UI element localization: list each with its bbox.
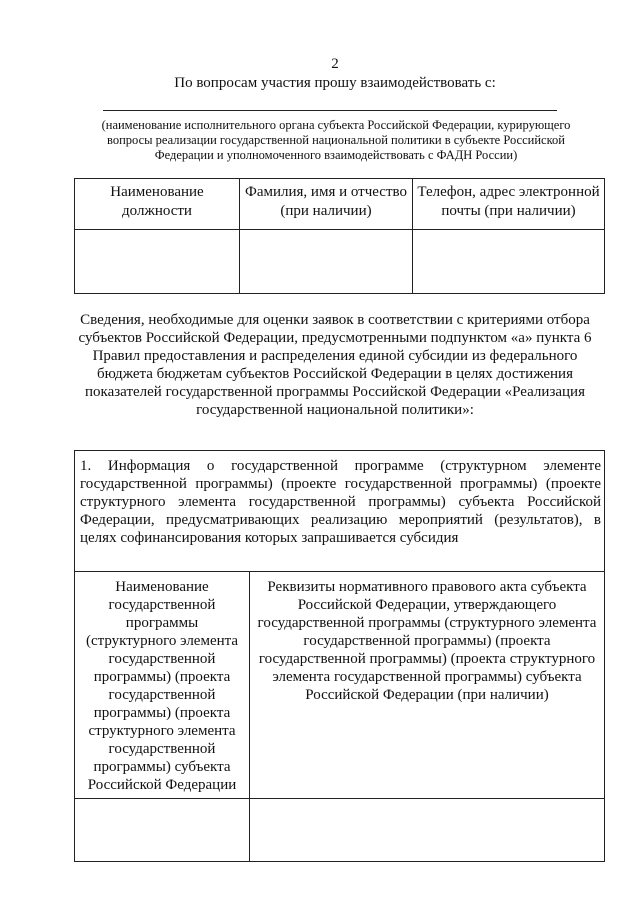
table-cell: [75, 799, 250, 862]
contact-table: [74, 178, 605, 294]
column-header-contacts: Телефон, адрес электронной почты (при наличии): [413, 179, 605, 230]
table-cell: [250, 799, 605, 862]
contact-table-header-row: [75, 179, 605, 230]
program-info-section-title: 1. Информация о государственной программе (структурном элементе государственной программы) (проекте государственной программы) (проекте структурного элемента государственной программы) субъекта Российской Федерации, предусматривающих реализацию мероприятий (результатов), в целях софинансирования которых запрашивается субсидия: [75, 451, 605, 572]
table-row: [75, 799, 605, 862]
column-header-legal-act: Реквизиты нормативного правового акта субъекта Российской Федерации, утверждающего государственной программы (структурного элемента государственной программы) (проекта государственной программы) (проекта структурного элемента государственной программы) субъекта Российской Федерации (при наличии): [250, 572, 605, 799]
table-row: [75, 230, 605, 294]
table-cell: [75, 230, 240, 294]
program-info-table: [74, 450, 605, 862]
fill-in-caption: (наименование исполнительного органа субъекта Российской Федерации, курирующего вопросы реализации государственной национальной политики в субъекте Российской Федерации и уполномоченного взаимодействовать с ФАДН России): [101, 118, 571, 162]
column-header-position: Наименование должности: [75, 179, 240, 230]
criteria-heading: Сведения, необходимые для оценки заявок в соответствии с критериями отбора субъектов Российской Федерации, предусмотренными подпунктом «а» пункта 6 Правил предоставления и распределения единой субсидии из федерального бюджета бюджетам субъектов Российской Федерации в целях достижения показателей государственной программы Российской Федерации «Реализация государственной национальной политики»:: [78, 312, 592, 418]
table-cell: [413, 230, 605, 294]
column-header-full-name: Фамилия, имя и отчество (при наличии): [240, 179, 413, 230]
table-cell: [240, 230, 413, 294]
contact-heading: По вопросам участия прошу взаимодействовать с:: [174, 75, 496, 91]
program-info-title-row: [75, 451, 605, 572]
program-info-header-row: [75, 572, 605, 799]
fill-in-line: [103, 110, 557, 111]
column-header-program-name: Наименование государственной программы (структурного элемента государственной программы) (проекта государственной программы) (проекта структурного элемента государственной программы) субъекта Российской Федерации: [75, 572, 250, 799]
page-number: 2: [331, 56, 339, 72]
